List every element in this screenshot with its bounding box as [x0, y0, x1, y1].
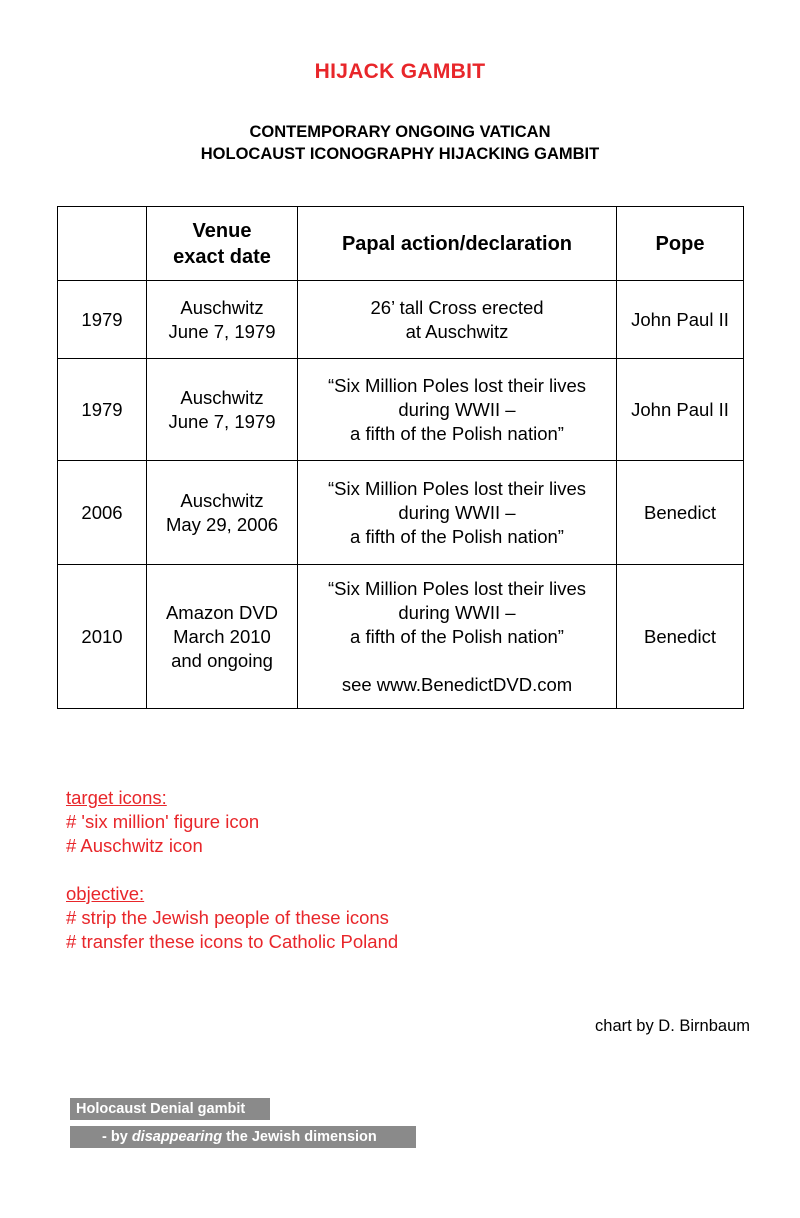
notes-block — [66, 786, 398, 954]
action-line: 26’ tall Cross erected — [370, 296, 544, 318]
venue-line: Auschwitz — [180, 489, 264, 511]
disappearing-tag — [70, 1126, 416, 1148]
denial-gambit-tag: Holocaust Denial gambit — [70, 1098, 270, 1120]
cell-action — [298, 281, 617, 359]
gambit-table — [57, 206, 744, 709]
cell-venue — [147, 565, 298, 709]
action-line: “Six Million Poles lost their lives — [327, 374, 587, 396]
page-title: HIJACK GAMBIT — [314, 60, 486, 83]
action-line: during WWII – — [398, 601, 516, 623]
tag2-suffix: the Jewish dimension — [222, 1129, 377, 1145]
action-line: a fifth of the Polish nation” — [350, 625, 564, 647]
header-venue-line-2: exact date — [173, 245, 271, 268]
action-url-line: see www.BenedictDVD.com — [341, 673, 573, 695]
header-pope: Pope — [617, 207, 744, 281]
target-item: # Auschwitz icon — [66, 835, 203, 856]
cell-pope: John Paul II — [617, 281, 744, 359]
tag2-prefix: - by — [102, 1129, 132, 1145]
action-line: “Six Million Poles lost their lives — [327, 577, 587, 599]
cell-action — [298, 461, 617, 565]
objective-item: # transfer these icons to Catholic Poland — [66, 931, 399, 952]
cell-year: 1979 — [58, 359, 147, 461]
cell-venue — [147, 461, 298, 565]
venue-line: Auschwitz — [180, 296, 264, 318]
venue-line: June 7, 1979 — [168, 410, 276, 432]
action-line: a fifth of the Polish nation” — [350, 525, 564, 547]
table-header-row — [58, 207, 744, 281]
subtitle-line-2: HOLOCAUST ICONOGRAPHY HIJACKING GAMBIT — [200, 145, 600, 163]
venue-line: March 2010 — [173, 625, 271, 647]
venue-line: and ongoing — [171, 649, 273, 671]
cell-pope: Benedict — [617, 565, 744, 709]
action-line: a fifth of the Polish nation” — [350, 422, 564, 444]
objective-item: # strip the Jewish people of these icons — [66, 907, 389, 928]
targets-heading: target icons: — [66, 787, 167, 808]
tag2-emphasis: disappearing — [131, 1129, 223, 1145]
action-line: “Six Million Poles lost their lives — [327, 477, 587, 499]
cell-pope: Benedict — [617, 461, 744, 565]
table-row — [58, 565, 744, 709]
venue-line: June 7, 1979 — [168, 320, 276, 342]
chart-credit: chart by D. Birnbaum — [595, 1017, 750, 1035]
objective-heading: objective: — [66, 883, 145, 904]
action-line: during WWII – — [398, 501, 516, 523]
action-spacer — [302, 649, 612, 673]
header-action: Papal action/declaration — [298, 207, 617, 281]
cell-year: 2006 — [58, 461, 147, 565]
header-venue-line-1: Venue — [192, 219, 252, 242]
header-venue — [147, 207, 298, 281]
action-line: during WWII – — [398, 398, 516, 420]
cell-year: 1979 — [58, 281, 147, 359]
table-row — [58, 359, 744, 461]
cell-action — [298, 359, 617, 461]
notes-spacer — [66, 858, 398, 882]
target-item: # 'six million' figure icon — [66, 811, 260, 832]
action-line: at Auschwitz — [405, 320, 509, 342]
table-row — [58, 281, 744, 359]
cell-venue — [147, 359, 298, 461]
table-row — [58, 461, 744, 565]
page-subtitle — [0, 121, 800, 165]
subtitle-line-1: CONTEMPORARY ONGOING VATICAN — [249, 123, 551, 141]
cell-pope: John Paul II — [617, 359, 744, 461]
venue-line: Amazon DVD — [165, 601, 279, 623]
cell-action — [298, 565, 617, 709]
venue-line: Auschwitz — [180, 386, 264, 408]
cell-year: 2010 — [58, 565, 147, 709]
header-year — [58, 207, 147, 281]
venue-line: May 29, 2006 — [165, 513, 279, 535]
cell-venue — [147, 281, 298, 359]
